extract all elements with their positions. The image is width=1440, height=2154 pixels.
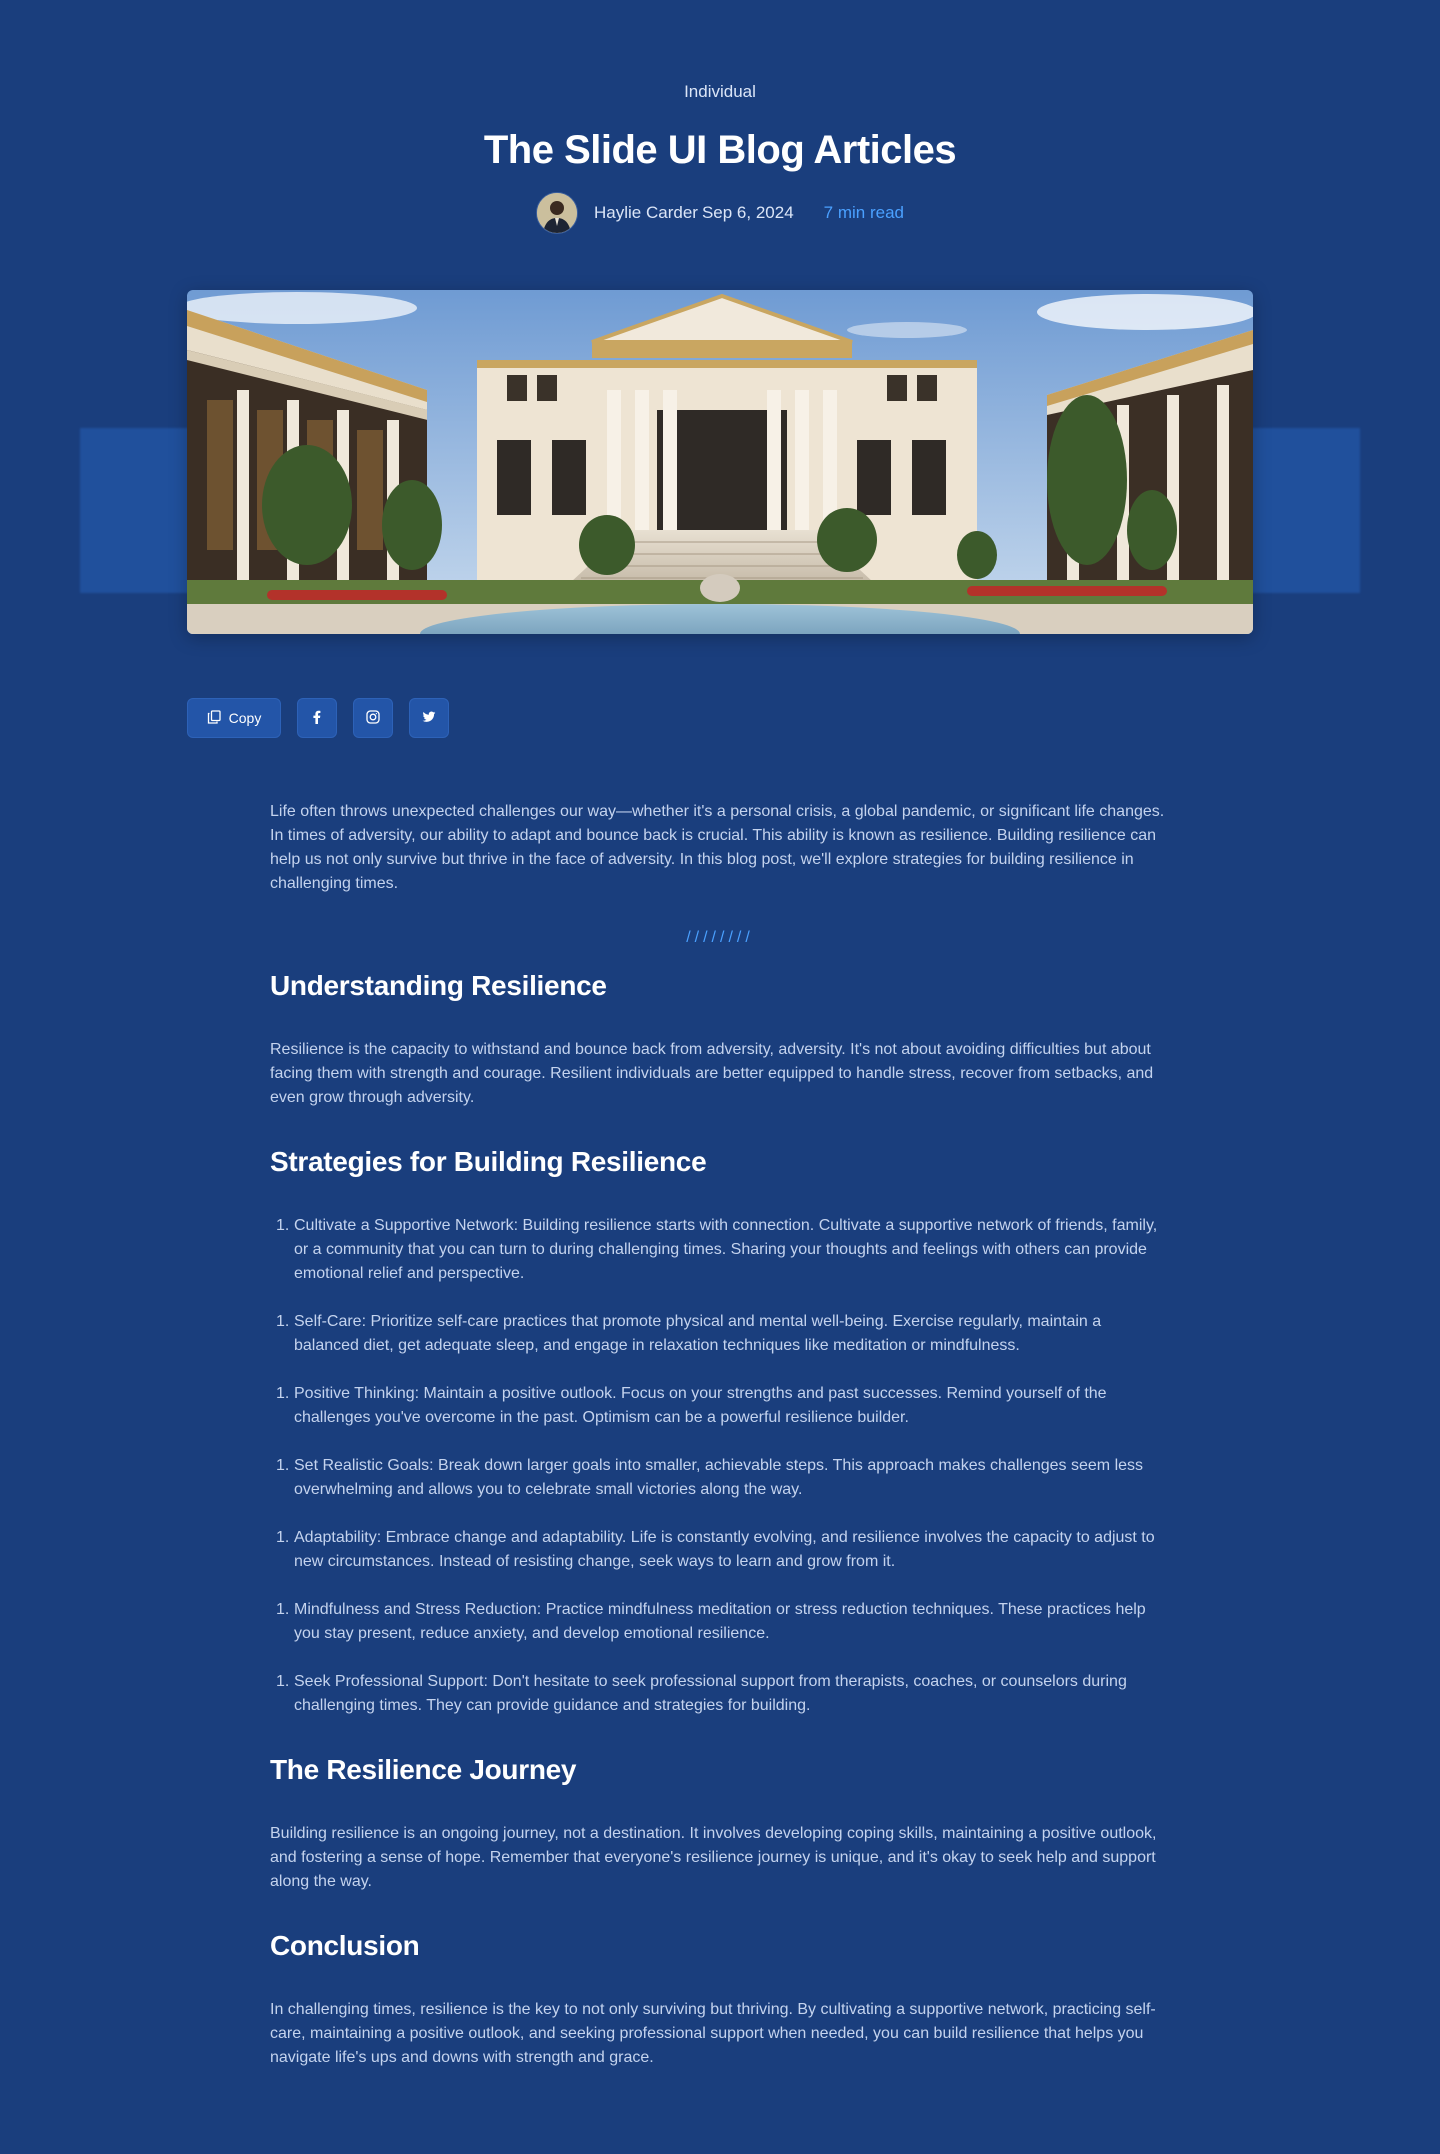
author-avatar[interactable] (536, 192, 578, 234)
list-item-number: 1. (276, 1457, 290, 1474)
list-item (270, 1382, 1170, 1430)
list-item-number: 1. (276, 1313, 290, 1330)
hero-image (187, 290, 1253, 634)
copy-link-button[interactable] (187, 698, 281, 738)
section-body-journey: Building resilience is an ongoing journey, not a destination. It involves developing coping skills, maintaining a positive outlook, and fostering a sense of hope. Remember that everyone's resilience journey is unique, and it's okay to seek help and support along the way. (270, 1825, 1157, 1890)
publish-date: Sep 6, 2024 (701, 203, 794, 222)
list-item (270, 1670, 1170, 1718)
list-item-text: Mindfulness and Stress Reduction: Practice mindfulness meditation or stress reduction techniques. These practices help you stay present, reduce anxiety, and develop emotional resilience. (294, 1601, 1146, 1642)
author-name[interactable]: Haylie Carder (594, 203, 698, 222)
list-item (270, 1214, 1170, 1286)
copy-icon (207, 710, 221, 727)
section-body-understanding: Resilience is the capacity to withstand and bounce back from adversity, adversity. It's not about avoiding difficulties but about facing them with strength and courage. Resilient individuals are better equipped to handle stress, recover from setbacks, and even grow through adversity. (270, 1041, 1154, 1106)
copy-label: Copy (228, 710, 262, 726)
article-meta (0, 192, 1440, 234)
instagram-share-button[interactable] (353, 698, 393, 738)
section-heading-strategies: Strategies for Building Resilience (270, 1146, 707, 1177)
list-item-text: Seek Professional Support: Don't hesitate to seek professional support from therapists, coaches, or counselors during challenging times. They can provide guidance and strategies for building. (294, 1673, 1127, 1714)
list-item-number: 1. (276, 1385, 290, 1402)
twitter-share-button[interactable] (409, 698, 449, 738)
read-time: 7 min read (823, 203, 904, 222)
section-divider: //////// (686, 929, 754, 946)
list-item (270, 1454, 1170, 1502)
list-item-text: Cultivate a Supportive Network: Building resilience starts with connection. Cultivate a supportive network of friends, family, or a community that you can turn to during challenging times. Sharing your thoughts and feelings with others can provide emotional relief and perspective. (294, 1217, 1158, 1282)
list-item-text: Set Realistic Goals: Break down larger goals into smaller, achievable steps. This approach makes challenges seem less overwhelming and allows you to celebrate small victories along the way. (294, 1457, 1144, 1498)
list-item (270, 1526, 1170, 1574)
article-category[interactable]: Individual (684, 82, 756, 101)
list-item-text: Adaptability: Embrace change and adaptability. Life is constantly evolving, and resilience involves the capacity to adjust to new circumstances. Instead of resisting change, seek ways to learn and grow from it. (294, 1529, 1155, 1570)
list-item (270, 1310, 1170, 1358)
list-item-number: 1. (276, 1673, 290, 1690)
article-header (0, 0, 1440, 234)
article-intro: Life often throws unexpected challenges our way—whether it's a personal crisis, a global pandemic, or significant life changes. In times of adversity, our ability to adapt and bounce back is crucial. This ability is known as resilience. Building resilience can help us not only survive but thrive in the face of adversity. In this blog post, we'll explore strategies for building resilience in challenging times. (270, 803, 1165, 892)
facebook-icon (310, 710, 324, 727)
hero-section (0, 290, 1440, 635)
section-heading-understanding: Understanding Resilience (270, 970, 607, 1001)
list-item-number: 1. (276, 1601, 290, 1618)
list-item-text: Self-Care: Prioritize self-care practices that promote physical and mental well-being. Exercise regularly, maintain a balanced diet, get adequate sleep, and engage in relaxation techniques like meditation or mindfulness. (294, 1313, 1102, 1354)
list-item (270, 1598, 1170, 1646)
instagram-icon (366, 710, 380, 727)
list-item-text: Positive Thinking: Maintain a positive outlook. Focus on your strengths and past successes. Remind yourself of the challenges you've overcome in the past. Optimism can be a powerful resilience builder. (294, 1385, 1107, 1426)
article-body (270, 800, 1170, 2070)
list-item-number: 1. (276, 1217, 290, 1234)
facebook-share-button[interactable] (297, 698, 337, 738)
section-heading-conclusion: Conclusion (270, 1930, 420, 1961)
share-toolbar (187, 698, 449, 738)
section-heading-journey: The Resilience Journey (270, 1754, 577, 1785)
page-title: The Slide UI Blog Articles (483, 128, 957, 172)
twitter-icon (422, 710, 436, 727)
strategies-list (270, 1214, 1170, 1718)
list-item-number: 1. (276, 1529, 290, 1546)
section-body-conclusion: In challenging times, resilience is the key to not only surviving but thriving. By cultivating a supportive network, practicing self-care, maintaining a positive outlook, and seeking professional support when needed, you can build resilience that helps you navigate life's ups and downs with strength and grace. (270, 2001, 1156, 2066)
